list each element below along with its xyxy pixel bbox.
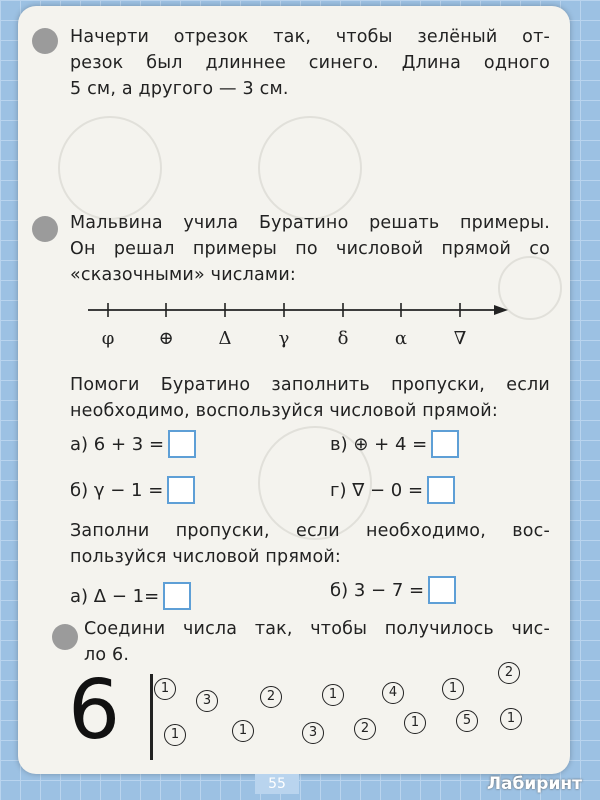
answer-box[interactable] <box>427 476 455 504</box>
task1-text <box>70 24 550 102</box>
number-line-label: ⊕ <box>158 328 174 349</box>
number-circle[interactable]: 1 <box>154 678 176 700</box>
task2-line: Мальвина учила Буратино решать примеры. <box>70 213 550 233</box>
task3-text <box>84 616 550 668</box>
big-number: 6 <box>68 663 121 758</box>
answer-box[interactable] <box>168 430 196 458</box>
example-b <box>70 476 195 504</box>
number-circle[interactable]: 4 <box>382 682 404 704</box>
number-circle[interactable]: 3 <box>302 722 324 744</box>
task-bullet <box>52 624 78 650</box>
number-circle[interactable]: 1 <box>404 712 426 734</box>
number-line <box>88 298 508 368</box>
number-line-label: φ <box>101 328 115 349</box>
number-line-axis <box>88 298 508 328</box>
vertical-divider <box>150 674 153 760</box>
task2-line: необходимо, воспользуйся числовой прямой: <box>70 401 498 421</box>
example-expr: Δ − 1= <box>93 585 160 607</box>
example-a <box>70 430 196 458</box>
number-line-label: ∇ <box>453 328 467 349</box>
example-expr: 3 − 7 = <box>353 579 425 601</box>
number-circle[interactable]: 1 <box>322 684 344 706</box>
example-label: б) <box>70 479 89 501</box>
number-circle[interactable]: 1 <box>232 720 254 742</box>
number-line-label: γ <box>278 328 290 349</box>
task2-line: Он решал примеры по числовой прямой со <box>70 239 550 259</box>
task1-line: резок был длиннее синего. Длина одного <box>70 53 550 73</box>
answer-box[interactable] <box>167 476 195 504</box>
number-line-label: Δ <box>218 328 232 349</box>
faint-illustration <box>58 116 162 220</box>
number-circle[interactable]: 2 <box>260 686 282 708</box>
workbook-page <box>18 6 570 774</box>
answer-box[interactable] <box>428 576 456 604</box>
example-label: а) <box>70 585 89 607</box>
task2-line: Помоги Буратино заполнить пропуски, если <box>70 375 550 395</box>
task1-line: Начерти отрезок так, чтобы зелёный от- <box>70 27 550 47</box>
task2-intro <box>70 210 550 288</box>
number-circle[interactable]: 5 <box>456 710 478 732</box>
number-circle[interactable]: 1 <box>442 678 464 700</box>
example-expr: γ − 1 = <box>93 479 164 501</box>
number-line-label: δ <box>337 328 349 349</box>
task-bullet <box>32 216 58 242</box>
example-g <box>330 476 455 504</box>
task2-line: пользуйся числовой прямой: <box>70 547 342 567</box>
task1-line: 5 см, а другого — 3 см. <box>70 79 289 99</box>
number-line-label: α <box>394 328 408 349</box>
task3-line: Соедини числа так, чтобы получилось чис- <box>84 619 550 639</box>
number-circle[interactable]: 2 <box>354 718 376 740</box>
example-label: а) <box>70 433 89 455</box>
task2-line: Заполни пропуски, если необходимо, вос- <box>70 521 550 541</box>
number-circle[interactable]: 2 <box>498 662 520 684</box>
example-label: б) <box>330 579 349 601</box>
task2-line: «сказочными» числами: <box>70 265 296 285</box>
example-label: в) <box>330 433 348 455</box>
task3-line: ло 6. <box>84 645 130 665</box>
task2-help <box>70 372 550 424</box>
example2-b <box>330 576 456 604</box>
number-circle[interactable]: 1 <box>500 708 522 730</box>
task-bullet <box>32 28 58 54</box>
example2-a <box>70 582 191 610</box>
watermark: Лабиринт <box>486 774 582 794</box>
example-expr: 6 + 3 = <box>93 433 165 455</box>
example-label: г) <box>330 479 347 501</box>
number-circle[interactable]: 1 <box>164 724 186 746</box>
number-circle[interactable]: 3 <box>196 690 218 712</box>
example-v <box>330 430 459 458</box>
faint-illustration <box>258 116 362 220</box>
answer-box[interactable] <box>431 430 459 458</box>
task2-fill <box>70 518 550 570</box>
page-number: 55 <box>255 774 299 794</box>
example-expr: ∇ − 0 = <box>352 479 424 501</box>
answer-box[interactable] <box>163 582 191 610</box>
example-expr: ⊕ + 4 = <box>353 433 428 455</box>
